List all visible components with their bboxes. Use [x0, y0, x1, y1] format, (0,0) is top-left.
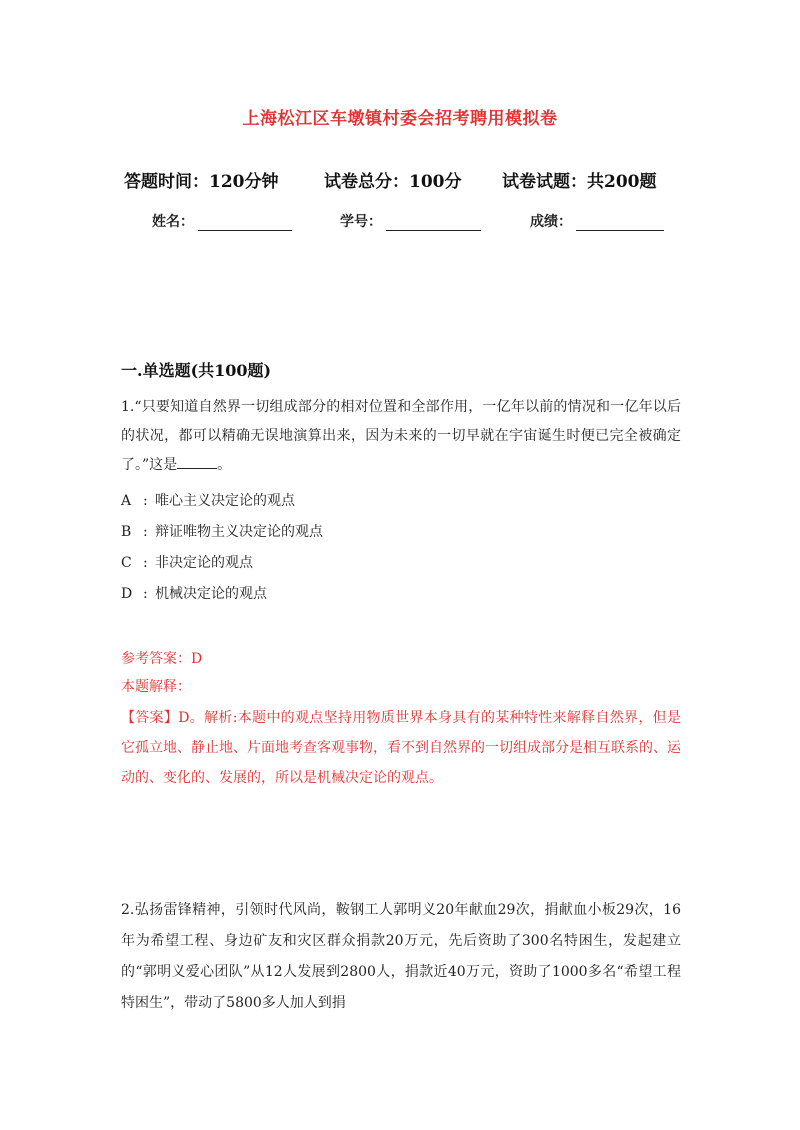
option-separator: :	[143, 586, 148, 602]
total-score: 试卷总分：100分	[324, 172, 462, 192]
option-text: 辩证唯物主义决定论的观点	[155, 524, 323, 540]
answer-block	[121, 645, 681, 793]
option-text: 唯心主义决定论的观点	[155, 493, 295, 509]
score-blank	[576, 214, 664, 231]
option-letter: A	[121, 493, 132, 509]
reference-answer: 参考答案：D	[121, 651, 203, 667]
page-title: 上海松江区车墩镇村委会招考聘用模拟卷	[242, 109, 558, 129]
score-field	[530, 211, 664, 231]
question-1	[121, 393, 681, 480]
option-a	[121, 486, 681, 517]
option-d	[121, 579, 681, 610]
student-id-blank	[386, 214, 481, 231]
explanation-text: 【答案】D。解析:本题中的观点坚持用物质世界本身具有的某种特性来解释自然界，但是它孤立地、静止地、片面地考查客观事物，看不到自然界的一切组成部分是相互联系的、运动的、变化的、发展的，所以是机械决定论的观点。	[121, 710, 681, 786]
name-label: 姓名：	[152, 214, 194, 230]
question-1-options	[121, 486, 681, 610]
question-1-text: 1.“只要知道自然界一切组成部分的相对位置和全部作用，一亿年以前的情况和一亿年以后的状况，都可以精确无误地演算出来，因为未来的一切早就在宇宙诞生时便已完全被确定了。”这是	[121, 399, 681, 473]
student-id-field	[340, 211, 530, 231]
option-separator: :	[143, 493, 148, 509]
question-2	[121, 895, 681, 1019]
option-b	[121, 517, 681, 548]
name-blank	[198, 214, 292, 231]
option-separator: :	[143, 555, 148, 571]
option-text: 机械决定论的观点	[155, 586, 267, 602]
section-heading: 一.单选题(共100题)	[121, 361, 272, 380]
question-1-suffix: 。	[217, 457, 232, 473]
explanation-label: 本题解释：	[121, 679, 191, 695]
option-letter: B	[121, 524, 132, 540]
answer-blank	[177, 454, 217, 469]
option-separator: :	[143, 524, 148, 540]
option-text: 非决定论的观点	[155, 555, 253, 571]
option-letter: C	[121, 555, 132, 571]
student-info	[152, 211, 692, 231]
name-field	[152, 211, 340, 231]
exam-time: 答题时间：120分钟	[124, 172, 279, 192]
option-c	[121, 548, 681, 579]
score-label: 成绩：	[530, 214, 572, 230]
exam-meta	[124, 167, 684, 192]
question-2-text: 2.弘扬雷锋精神，引领时代风尚，鞍钢工人郭明义20年献血29次，捐献血小板29次，16年为希望工程、身边矿友和灾区群众捐款20万元，先后资助了300名特困生，发起建立的“郭明义爱心团队”从12人发展到2800人，捐款近40万元，资助了1000多名“希望工程特困生”，带动了5800多人加人到捐	[121, 902, 681, 1011]
question-count: 试卷试题：共200题	[502, 172, 657, 192]
student-id-label: 学号：	[340, 214, 382, 230]
option-letter: D	[121, 586, 133, 602]
